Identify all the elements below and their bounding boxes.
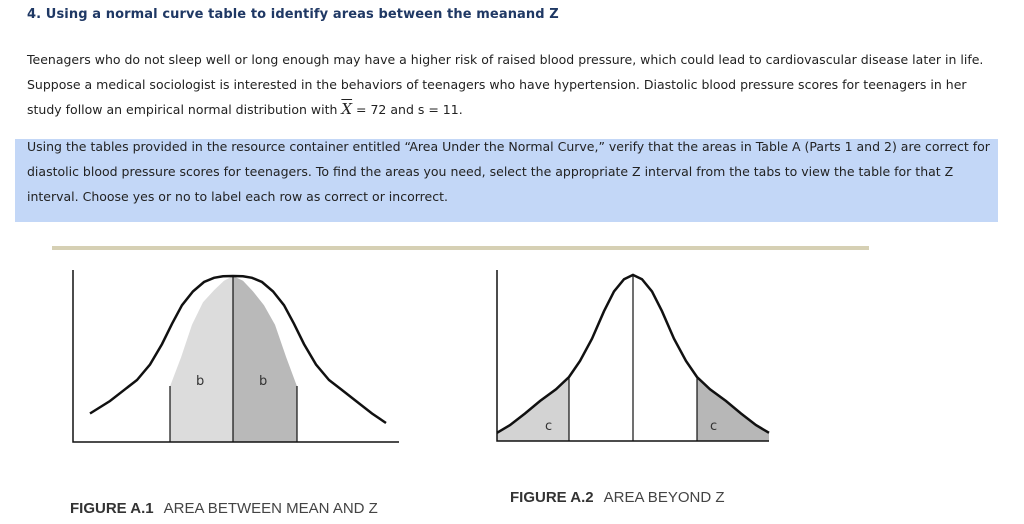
figure-a2 bbox=[497, 270, 769, 441]
fig1-left-area bbox=[170, 276, 233, 442]
figure-a1-caption bbox=[70, 500, 378, 517]
fig2-label-right: c bbox=[710, 419, 718, 434]
figure-a1-number: FIGURE A.1 bbox=[70, 500, 154, 517]
fig2-label-left: c bbox=[545, 419, 553, 434]
fig1-right-area bbox=[233, 276, 297, 442]
figure-a1 bbox=[73, 270, 399, 442]
fig1-label-right: b bbox=[259, 374, 268, 389]
mean-symbol: $\overline{X}$ bbox=[341, 100, 353, 118]
fig1-label-left: b bbox=[196, 374, 205, 389]
figure-a2-caption bbox=[510, 489, 725, 506]
question-heading: 4. Using a normal curve table to identify areas between the meanand Z bbox=[27, 7, 559, 22]
figure-a1-title: AREA BETWEEN MEAN AND Z bbox=[163, 500, 378, 517]
intro-text-before: Teenagers who do not sleep well or long enough may have a higher risk of raised blood pressure, which could lead to cardiovascular disease later in life. Suppose a medical sociologist is interested in the behaviors of teenagers who have hypertension. Diastolic blood pressure scores for teenagers in her study follow an empirical normal distribution with bbox=[27, 52, 984, 117]
instruction-paragraph: Using the tables provided in the resource container entitled “Area Under the Normal Curve,” verify that the areas in Table A (Parts 1 and 2) are correct for diastolic blood pressure scores for teenagers. To find the areas you need, select the appropriate Z interval from the tabs to view the table for that Z interval. Choose yes or no to label each row as correct or incorrect. bbox=[27, 139, 990, 204]
figure-a2-number: FIGURE A.2 bbox=[510, 489, 594, 506]
intro-text-after: = 72 and s = 11. bbox=[352, 102, 463, 117]
figure-a2-title: AREA BEYOND Z bbox=[603, 489, 725, 506]
